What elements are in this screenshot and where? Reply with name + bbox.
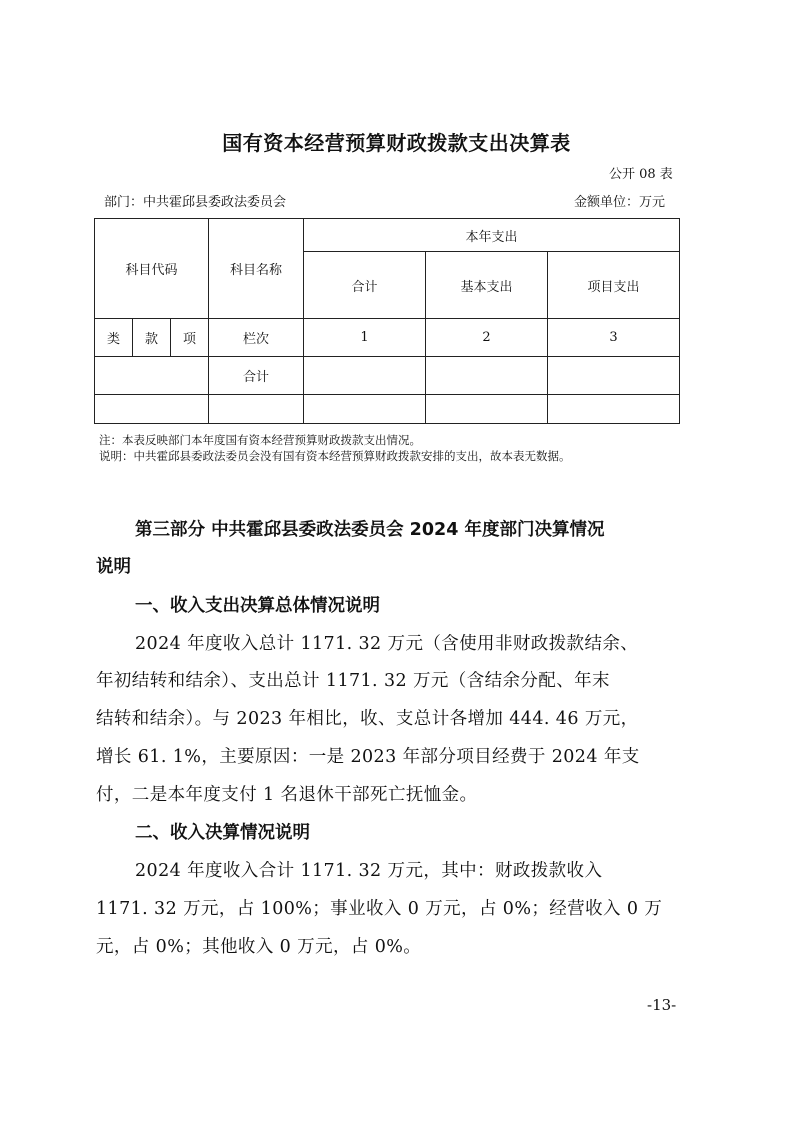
header-kuan: 款	[133, 319, 171, 357]
header-total: 合计	[304, 252, 426, 319]
paragraph1-line: 付，二是本年度支付 1 名退休干部死亡抚恤金。	[96, 785, 478, 805]
sum-row-basic	[426, 357, 548, 395]
col-number-2: 2	[426, 319, 548, 357]
section2-heading: 二、收入决算情况说明	[135, 823, 310, 843]
table-explanation: 说明：中共霍邱县委政法委员会没有国有资本经营预算财政拨款安排的支出，故本表无数据。	[99, 449, 571, 463]
paragraph1-line: 年初结转和结余）、支出总计 1171. 32 万元（含结余分配、年末	[96, 671, 610, 691]
sum-row-project	[548, 357, 680, 395]
paragraph1-line: 2024 年度收入总计 1171. 32 万元（含使用非财政拨款结余、	[135, 634, 639, 654]
sum-row-label: 合计	[209, 357, 304, 395]
empty-row-total	[304, 395, 426, 424]
unit-label: 金额单位：万元	[574, 195, 666, 210]
empty-row-name	[209, 395, 304, 424]
paragraph1-line: 结转和结余）。与 2023 年相比，收、支总计各增加 444. 46 万元，	[96, 709, 639, 729]
department-label: 部门：中共霍邱县委政法委员会	[104, 195, 287, 210]
empty-row-basic	[426, 395, 548, 424]
header-xiang: 项	[171, 319, 209, 357]
paragraph2-line: 2024 年度收入合计 1171. 32 万元，其中：财政拨款收入	[135, 861, 603, 881]
part3-heading-cont: 说明	[96, 557, 131, 577]
page-number: -13-	[647, 996, 677, 1014]
table-title: 国有资本经营预算财政拨款支出决算表	[222, 131, 571, 155]
header-subject-code: 科目代码	[95, 219, 209, 319]
empty-row-code	[95, 395, 209, 424]
header-year-expense: 本年支出	[304, 219, 680, 252]
paragraph2-line: 1171. 32 万元，占 100%；事业收入 0 万元，占 0%；经营收入 0 万	[96, 899, 663, 919]
empty-row-project	[548, 395, 680, 424]
form-number: 公开 08 表	[609, 167, 673, 182]
header-lei: 类	[95, 319, 133, 357]
expense-table	[94, 218, 680, 424]
section1-heading: 一、收入支出决算总体情况说明	[135, 596, 380, 616]
header-lanci: 栏次	[209, 319, 304, 357]
col-number-1: 1	[304, 319, 426, 357]
sum-row-code	[95, 357, 209, 395]
col-number-3: 3	[548, 319, 680, 357]
header-basic: 基本支出	[426, 252, 548, 319]
part3-heading: 第三部分 中共霍邱县委政法委员会 2024 年度部门决算情况	[135, 520, 605, 540]
header-project: 项目支出	[548, 252, 680, 319]
paragraph2-line: 元，占 0%；其他收入 0 万元，占 0%。	[96, 937, 422, 957]
paragraph1-line: 增长 61. 1%，主要原因：一是 2023 年部分项目经费于 2024 年支	[96, 747, 640, 767]
header-subject-name: 科目名称	[209, 219, 304, 319]
table-note: 注：本表反映部门本年度国有资本经营预算财政拨款支出情况。	[99, 433, 421, 447]
sum-row-total	[304, 357, 426, 395]
